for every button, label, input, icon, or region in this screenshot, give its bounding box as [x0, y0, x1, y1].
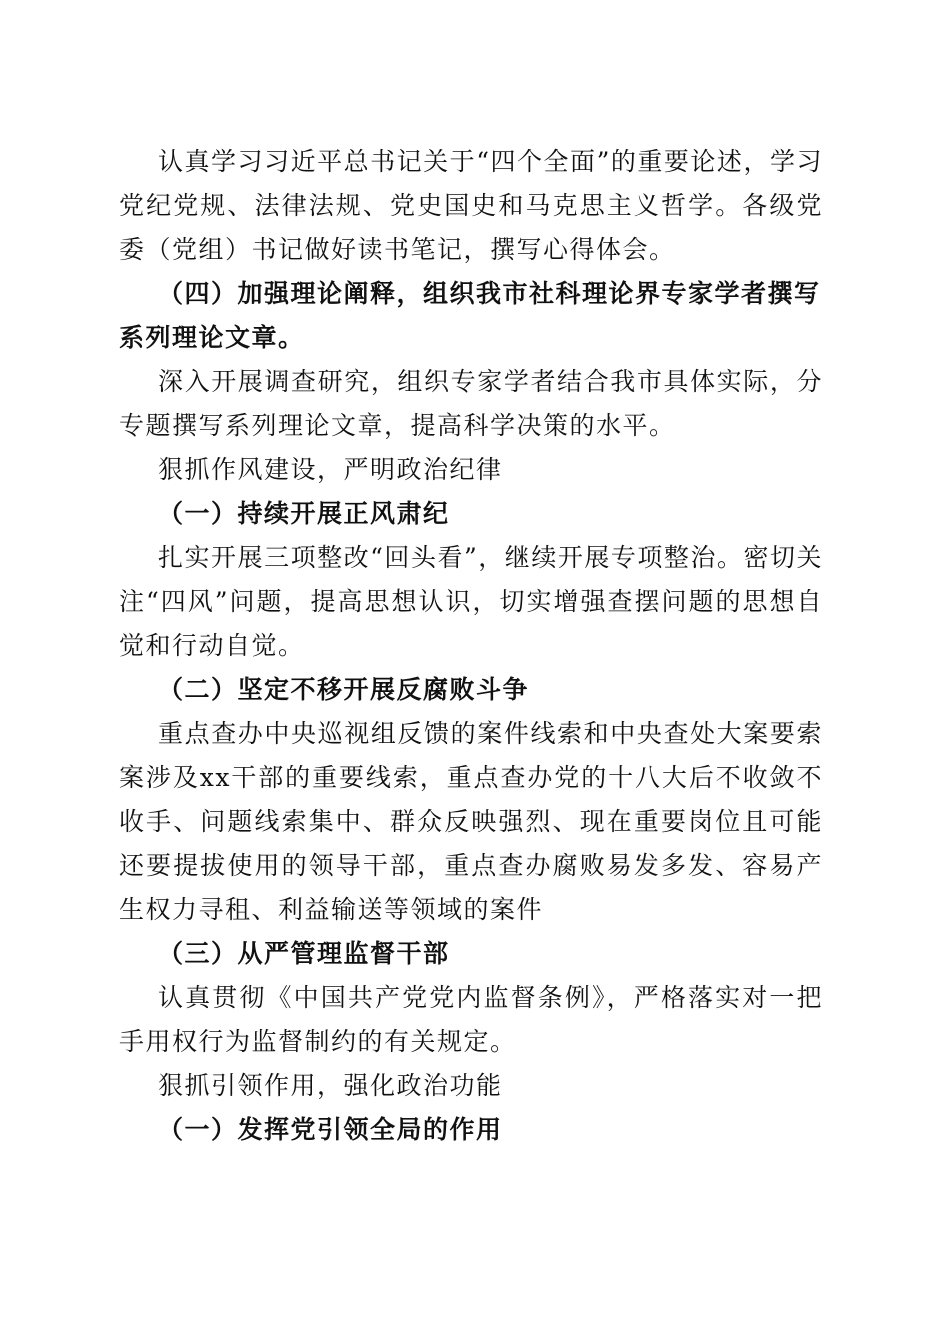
section-heading-party-leadership: （一）发挥党引领全局的作用 — [158, 1115, 503, 1144]
paragraph-study-requirements: 认真学习习近平总书记关于“四个全面”的重要论述，学习党纪党规、法律法规、党史国史和马克思主义哲学。各级党委（党组）书记做好读书笔记，撰写心得体会。 — [119, 147, 823, 264]
paragraph-rectification: 扎实开展三项整改“回头看”，继续开展专项整治。密切关注“四风”问题，提高思想认识，切实增强查摆问题的思想自觉和行动自觉。 — [119, 543, 823, 660]
section-heading-anti-corruption: （二）坚定不移开展反腐败斗争 — [158, 675, 530, 704]
section-title-leading-role: 狠抓引领作用，强化政治功能 — [158, 1071, 503, 1100]
document-body — [119, 140, 823, 1152]
section-heading-cadre-supervision: （三）从严管理监督干部 — [158, 939, 450, 968]
paragraph-supervision-regulations: 认真贯彻《中国共产党党内监督条例》，严格落实对一把手用权行为监督制约的有关规定。 — [119, 983, 823, 1056]
section-title-work-style: 狠抓作风建设，严明政治纪律 — [158, 455, 503, 484]
section-heading-theory-explanation: （四）加强理论阐释，组织我市社科理论界专家学者撰写系列理论文章。 — [119, 279, 821, 352]
section-heading-discipline: （一）持续开展正风肃纪 — [158, 499, 450, 528]
paragraph-research: 深入开展调查研究，组织专家学者结合我市具体实际，分专题撰写系列理论文章，提高科学决策的水平。 — [119, 367, 823, 440]
paragraph-case-investigation: 重点查办中央巡视组反馈的案件线索和中央查处大案要索案涉及xx干部的重要线索，重点查办党的十八大后不收敛不收手、问题线索集中、群众反映强烈、现在重要岗位且可能还要提拔使用的领导干部，重点查办腐败易发多发、容易产生权力寻租、利益输送等领域的案件 — [119, 719, 823, 924]
